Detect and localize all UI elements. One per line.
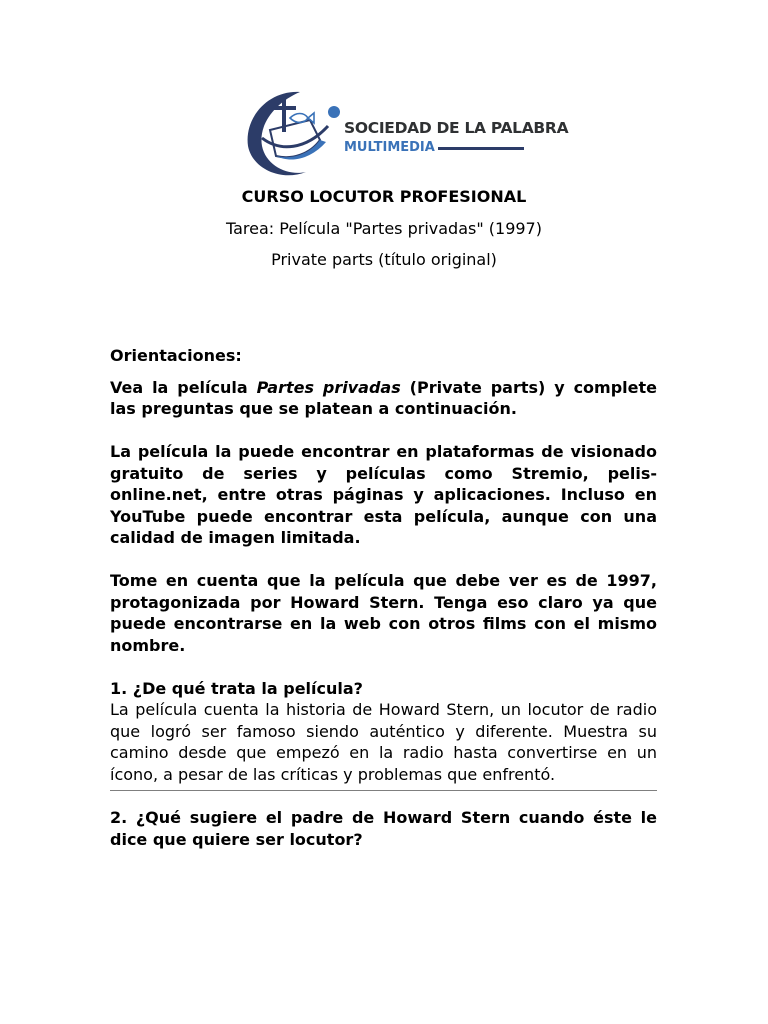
instructions-text-end: (Private parts) y complete las preguntas que se platean a continuación. (110, 377, 658, 418)
paragraph-where-to-watch: La película la puede encontrar en plataformas de visionado gratuito de series y películas como Stremio, pelis-online.net, entre otras páginas y aplicaciones. Incluso en YouTube puede encontrar esta película, aunque con una calidad de imagen limitada. (110, 442, 657, 547)
instructions-text-start: Vea la película (110, 377, 257, 397)
question-1: 1. ¿De qué trata la película? (110, 678, 363, 698)
logo-underline (438, 147, 524, 150)
question-2: 2. ¿Qué sugiere el padre de Howard Stern cuando éste le dice que quiere ser locutor? (110, 808, 657, 849)
logo-subtitle: MULTIMEDIA (344, 140, 435, 155)
divider (110, 790, 657, 791)
movie-title-italic: Partes privadas (256, 377, 401, 397)
logo-emblem-icon (240, 80, 344, 182)
logo (240, 80, 569, 182)
answer-1: La película cuenta la historia de Howard Stern, un locutor de radio que logró ser famoso siendo auténtico y diferente. Muestra su camino desde que empezó en la radio hasta convertirse en un ícono, a pesar de las críticas y problemas que enfrentó. (110, 700, 657, 784)
logo-name: SOCIEDAD DE LA PALABRA (344, 119, 569, 137)
document-title: CURSO LOCUTOR PROFESIONAL (241, 187, 527, 206)
orientations-heading: Orientaciones: (110, 346, 242, 365)
paragraph-instructions (110, 377, 657, 420)
task-line: Tarea: Película "Partes privadas" (1997) (226, 219, 542, 238)
original-title-line: Private parts (título original) (271, 250, 497, 269)
document-body (110, 345, 657, 850)
paragraph-which-film: Tome en cuenta que la película que debe ver es de 1997, protagonizada por Howard Stern. Tenga eso claro ya que puede encontrarse en la web con otros films con el mismo nombre. (110, 571, 657, 655)
